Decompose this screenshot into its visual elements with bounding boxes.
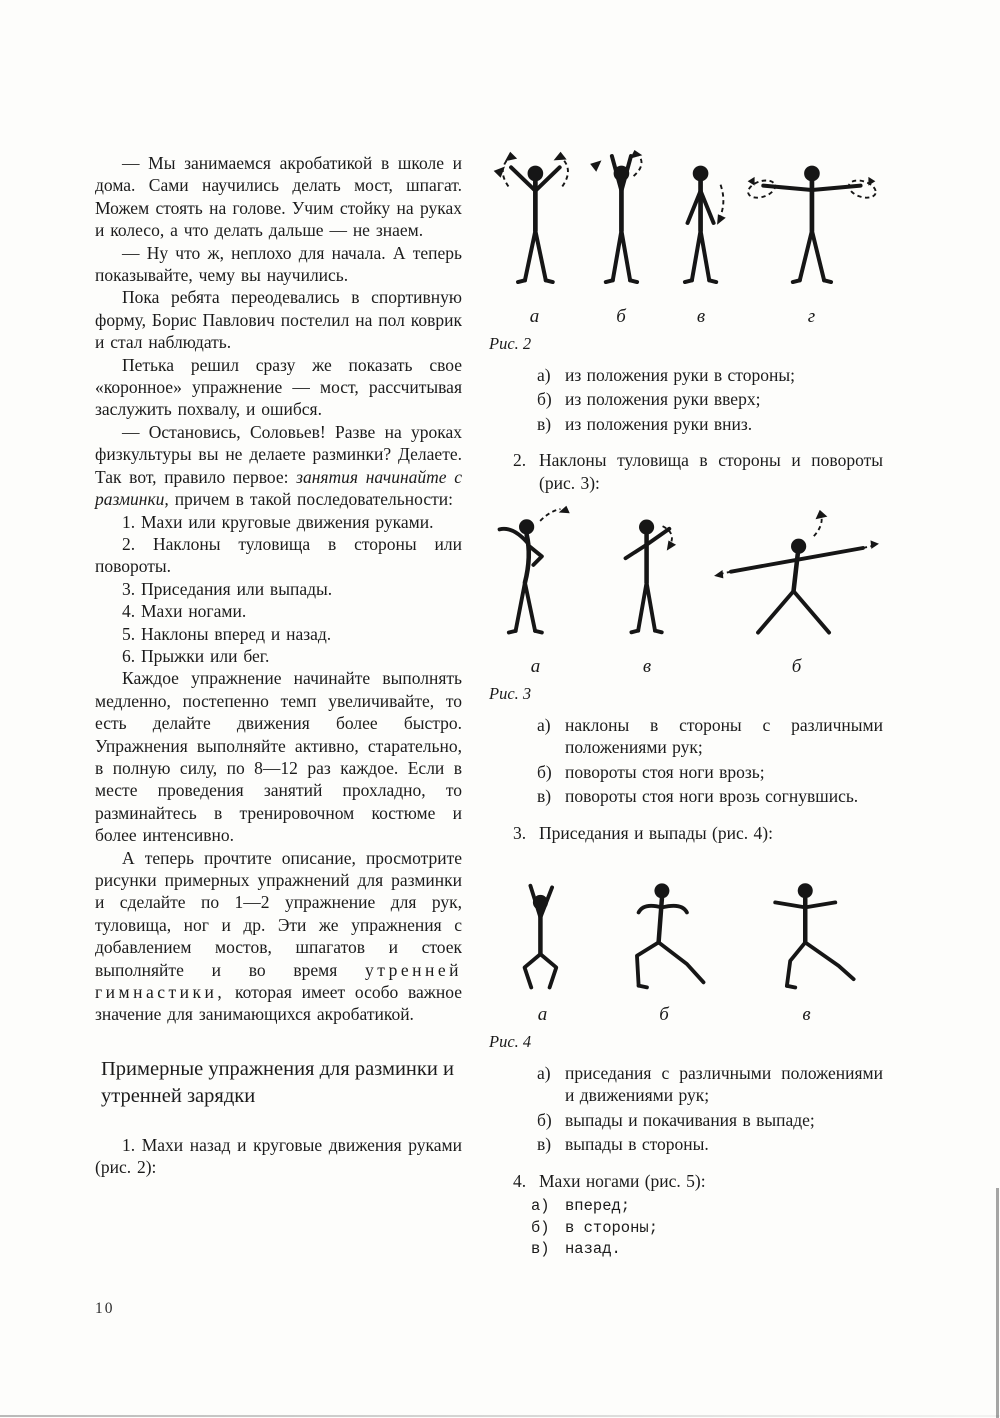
fig2-label-b: б — [616, 306, 626, 327]
figure-4-list — [537, 1062, 883, 1156]
fig2-pose-a — [491, 150, 578, 328]
figure-2 — [487, 150, 883, 354]
fig2-pose-g-drawing — [744, 150, 879, 302]
item-marker: 4. — [513, 1170, 527, 1191]
fig3-pose-v — [607, 504, 687, 678]
figure-2-list — [537, 364, 883, 435]
list-marker: а) — [537, 715, 551, 736]
item-marker: 2. — [513, 450, 527, 471]
fig3-pose-b — [714, 504, 879, 678]
list-item — [537, 761, 883, 783]
fig2-pose-b-drawing — [584, 150, 658, 302]
list-marker: б) — [537, 389, 552, 410]
list-item — [537, 413, 883, 435]
page-number: 10 — [95, 1300, 115, 1317]
warmup-step-5: 5. Наклоны вперед и назад. — [122, 623, 332, 644]
figure-3-list — [537, 714, 883, 808]
figure-4-caption: Рис. 4 — [489, 1032, 532, 1052]
fig4-pose-v — [750, 854, 863, 1026]
fig4-label-a: а — [537, 1004, 548, 1026]
list-item — [537, 785, 883, 807]
paragraph-dialogue-1: — Мы занимаемся акробатикой в школе и дома. Сами научились делать мост, шпагат. Можем стоять на голове. Учим стойку на руках и колесо, а что делать дальше — не знаем. — [95, 153, 462, 241]
fig4-pose-b-drawing — [612, 854, 716, 1000]
fig3-pose-a-drawing — [491, 504, 580, 652]
warmup-step-6: 6. Прыжки или бег. — [122, 645, 270, 666]
exercise-2-item — [513, 449, 883, 494]
list-text: повороты стоя ноги врозь; — [565, 761, 765, 782]
fig2-pose-a-drawing — [491, 150, 578, 302]
figure-3-row — [487, 504, 883, 678]
list-item — [537, 714, 883, 759]
figure-2-caption: Рис. 2 — [489, 334, 532, 353]
final-prefix: А теперь прочтите описание, просмотрите рисунки примерных упражнений для разминки и сделайте по 1—2 упражнение для рук, туловища, ног и др. Эти же упражнения с добавлением мостов, шпагатов и стоек выполняйте и во время — [95, 847, 462, 980]
list-text: приседания с различными положениями и движениями рук; — [565, 1063, 883, 1106]
exercise-3-item — [513, 822, 883, 844]
list-text: из положения руки вниз. — [565, 413, 753, 434]
list-marker: а) — [537, 1063, 551, 1084]
fig2-pose-g — [744, 150, 879, 328]
list-text: повороты стоя ноги врозь согнувшись. — [565, 786, 859, 807]
paragraph-final — [95, 847, 462, 1026]
fig2-pose-b — [584, 150, 658, 328]
list-item — [537, 1133, 883, 1155]
figure-3 — [487, 504, 883, 704]
item-marker: 3. — [513, 822, 527, 843]
list-text: в стороны; — [565, 1218, 659, 1237]
warmup-step-3: 3. Приседания или выпады. — [122, 578, 333, 599]
list-marker: б) — [537, 1109, 552, 1130]
final-spaced: утренней гимнастики, — [95, 959, 462, 1003]
fig3-label-b: б — [791, 656, 802, 678]
warmup-step-1: 1. Махи или круговые движения руками. — [122, 511, 434, 532]
section-heading: Примерные упражнения для разминки и утренней зарядки — [101, 1057, 454, 1107]
paragraph-narrative-2: Петька решил сразу же показать свое «коронное» упражнение — мост, рассчитывая заслужить похвалу, и ошибся. — [95, 354, 462, 420]
warmup-step-4: 4. Махи ногами. — [122, 601, 247, 622]
list-text: назад. — [565, 1240, 621, 1259]
fig4-label-b: б — [659, 1004, 669, 1026]
leg-swings-list — [531, 1196, 883, 1261]
fig3-pose-v-drawing — [607, 504, 687, 652]
list-text: наклоны в стороны с различными положениями рук; — [565, 715, 883, 758]
list-item — [537, 1109, 883, 1131]
rule-italic: занятия начинайте с разминки, — [95, 466, 462, 510]
list-marker: б) — [537, 761, 552, 782]
paragraph-tempo: Каждое упражнение начинайте выполнять медленно, постепенно темп увеличивайте, то есть делайте движения более быстро. Упражнения выполняйте активно, старательно, в полную силу, по 8—12 раз каждое. Если в месте проведения занятий прохладно, то разминайтесь в тренировочном костюме и более интенсивно. — [95, 668, 462, 846]
item-text: Приседания и выпады (рис. 4): — [539, 822, 773, 843]
list-item — [531, 1196, 883, 1218]
list-text: из положения руки вверх; — [565, 389, 761, 410]
final-suffix: которая имеет особо важное значение для занимающихся акробатикой. — [95, 982, 462, 1025]
list-marker: в) — [537, 413, 552, 434]
item-text: Наклоны туловища в стороны и повороты (рис. 3): — [539, 450, 883, 493]
list-marker: в) — [537, 786, 552, 807]
list-marker: а) — [531, 1197, 550, 1216]
fig2-label-a: а — [529, 306, 540, 327]
exercise-4-item — [513, 1170, 883, 1192]
list-marker: в) — [537, 1134, 552, 1155]
list-marker: а) — [537, 365, 551, 385]
fig3-pose-a — [491, 504, 580, 678]
list-text: выпады в стороны. — [565, 1134, 709, 1155]
paragraph-narrative-1: Пока ребята переодевались в спортивную форму, Борис Павлович постелил на пол коврик и стал наблюдать. — [95, 287, 462, 353]
list-text: выпады и покачивания в выпаде; — [565, 1109, 815, 1130]
list-marker: б) — [531, 1218, 550, 1237]
fig4-pose-a-drawing — [507, 854, 578, 1000]
list-item — [537, 388, 883, 410]
fig4-label-v: в — [802, 1004, 811, 1026]
fig2-pose-v-drawing — [664, 150, 738, 302]
paragraph-dialogue-2: — Ну что ж, неплохо для начала. А теперь показывайте, чему вы научились. — [95, 242, 462, 286]
fig3-pose-b-drawing — [714, 504, 879, 652]
left-column — [95, 152, 462, 1179]
figure-2-row — [487, 150, 883, 328]
list-text: из положения руки в стороны; — [565, 365, 795, 385]
fig2-pose-v — [664, 150, 738, 328]
fig2-label-g: г — [807, 306, 816, 327]
list-item — [531, 1218, 883, 1240]
figure-4-row — [487, 854, 883, 1026]
list-item — [537, 1062, 883, 1107]
fig3-label-a: а — [530, 656, 541, 678]
exercise-1-intro: 1. Махи назад и круговые движения руками (рис. 2): — [95, 1134, 462, 1178]
figure-3-caption: Рис. 3 — [489, 684, 532, 704]
fig4-pose-v-drawing — [750, 854, 863, 1000]
figure-4 — [487, 854, 883, 1052]
warmup-step-2: 2. Наклоны туловища в стороны или повороты. — [95, 533, 462, 577]
rule-suffix: причем в такой последовательности: — [168, 489, 453, 510]
list-item — [537, 364, 883, 386]
fig4-pose-b — [612, 854, 716, 1026]
fig4-pose-a — [507, 854, 578, 1026]
rule-prefix: — Остановись, Соловьев! Разве на уроках физкультуры вы не делаете разминки? Делаете. Так вот, правило первое: — [95, 421, 462, 487]
item-text: Махи ногами (рис. 5): — [539, 1170, 706, 1191]
paragraph-rule — [95, 421, 462, 511]
list-text: вперед; — [565, 1197, 631, 1216]
fig2-label-v: в — [696, 306, 706, 327]
fig3-label-v: в — [642, 656, 652, 678]
list-item — [531, 1239, 883, 1261]
list-marker: в) — [531, 1240, 550, 1259]
right-column — [487, 150, 883, 1261]
